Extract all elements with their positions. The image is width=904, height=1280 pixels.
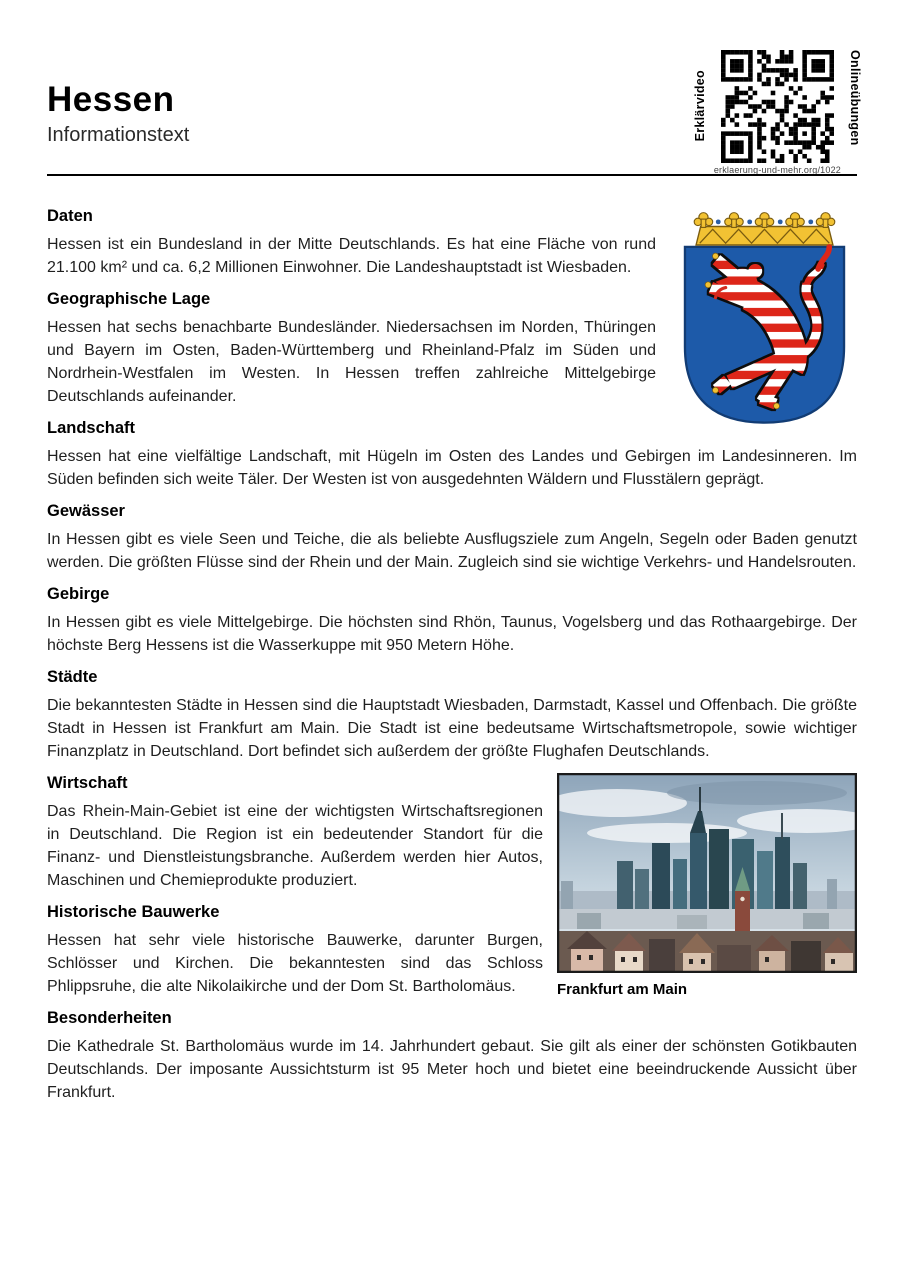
section-heading: Besonderheiten (47, 1009, 172, 1027)
section-besonderheiten (47, 1008, 857, 1104)
section-heading: Geographische Lage (47, 290, 211, 308)
section-text: In Hessen gibt es viele Mittelgebirge. Die höchsten sind Rhön, Taunus, Vogelsberg und das Rothaargebirge. Der höchste Berg Hessens ist die Wasserkuppe mit 950 Metern Höhe. (47, 614, 857, 654)
photo-caption: Frankfurt am Main (557, 981, 688, 998)
frankfurt-figure (557, 773, 857, 998)
section-heading: Gewässer (47, 502, 125, 520)
page-header (47, 82, 189, 147)
section-text: Hessen hat eine vielfältige Landschaft, mit Hügeln im Osten des Landes und Gebirgen im Landesinneren. Im Süden befinden sich weite Täler. Der Westen ist von ausgedehnten Wäldern und Flusstälern geprägt. (47, 448, 857, 488)
online-exercises-label: Onlineübungen (848, 50, 862, 146)
section-heading: Daten (47, 207, 93, 225)
qr-block (693, 50, 862, 175)
section-gebirge (47, 584, 857, 657)
explainer-video-label: Erklärvideo (692, 69, 707, 142)
hessen-coat-of-arms-icon (672, 208, 857, 426)
qr-code-icon (721, 50, 834, 163)
section-heading: Städte (47, 668, 98, 686)
main-content (47, 206, 857, 1114)
header-rule (47, 174, 857, 176)
section-heading: Historische Bauwerke (47, 903, 220, 921)
qr-url: erklaerung-und-mehr.org/1022 (713, 165, 841, 175)
page-title: Hessen (47, 80, 175, 119)
section-text: Die Kathedrale St. Bartholomäus wurde im 14. Jahrhundert gebaut. Sie gilt als einer der schönsten Gotikbauten Deutschlands. Der imposante Aussichtsturm ist 95 Meter hoch und bietet eine beeindruckende Aussicht über Frankfurt. (47, 1038, 857, 1101)
page-subtitle: Informationstext (47, 123, 190, 146)
section-heading: Wirtschaft (47, 774, 128, 792)
section-text: Hessen ist ein Bundesland in der Mitte Deutschlands. Es hat eine Fläche von rund 21.100 km² und ca. 6,2 Millionen Einwohner. Die Landeshauptstadt ist Wiesbaden. (47, 236, 656, 276)
section-staedte (47, 667, 857, 763)
section-gewaesser (47, 501, 857, 574)
section-landschaft (47, 418, 857, 491)
section-text: Die bekanntesten Städte in Hessen sind die Hauptstadt Wiesbaden, Darmstadt, Kassel und Offenbach. Die größte Stadt in Hessen ist Frankfurt am Main. Die Stadt ist eine bedeutsame Wirtschaftsmetropole, sowie wichtiger Finanzplatz in Deutschland. Dort befindet sich außerdem der größte Flughafen Deutschlands. (47, 697, 857, 760)
frankfurt-skyline-photo (557, 773, 857, 973)
section-heading: Landschaft (47, 419, 136, 437)
section-text: Hessen hat sechs benachbarte Bundesländer. Niedersachsen im Norden, Thüringen und Bayern im Osten, Baden-Württemberg und Rheinland-Pfalz im Süden und Nordrhein-Westfalen im Westen. In Hessen treffen zahlreiche Mittelgebirge Deutschlands aufeinander. (47, 319, 656, 405)
section-text: In Hessen gibt es viele Seen und Teiche, die als beliebte Ausflugsziele zum Angeln, Segeln oder Baden genutzt werden. Die größten Flüsse sind der Rhein und der Main. Zugleich sind sie wichtige Verkehrs- und Handelsrouten. (47, 531, 857, 571)
section-text: Hessen hat sehr viele historische Bauwerke, darunter Burgen, Schlösser und Kirchen. Die bekanntesten sind das Schloss Phlippsruhe, die alte Nikolaikirche und der Dom St. Bartholomäus. (47, 932, 543, 995)
section-text: Das Rhein-Main-Gebiet ist eine der wichtigsten Wirtschaftsregionen in Deutschland. Die Region ist ein bedeutender Standort für die Finanz- und Dienstleistungsbranche. Außerdem werden hier Autos, Maschinen und Chemieprodukte produziert. (47, 803, 543, 889)
section-heading: Gebirge (47, 585, 110, 603)
